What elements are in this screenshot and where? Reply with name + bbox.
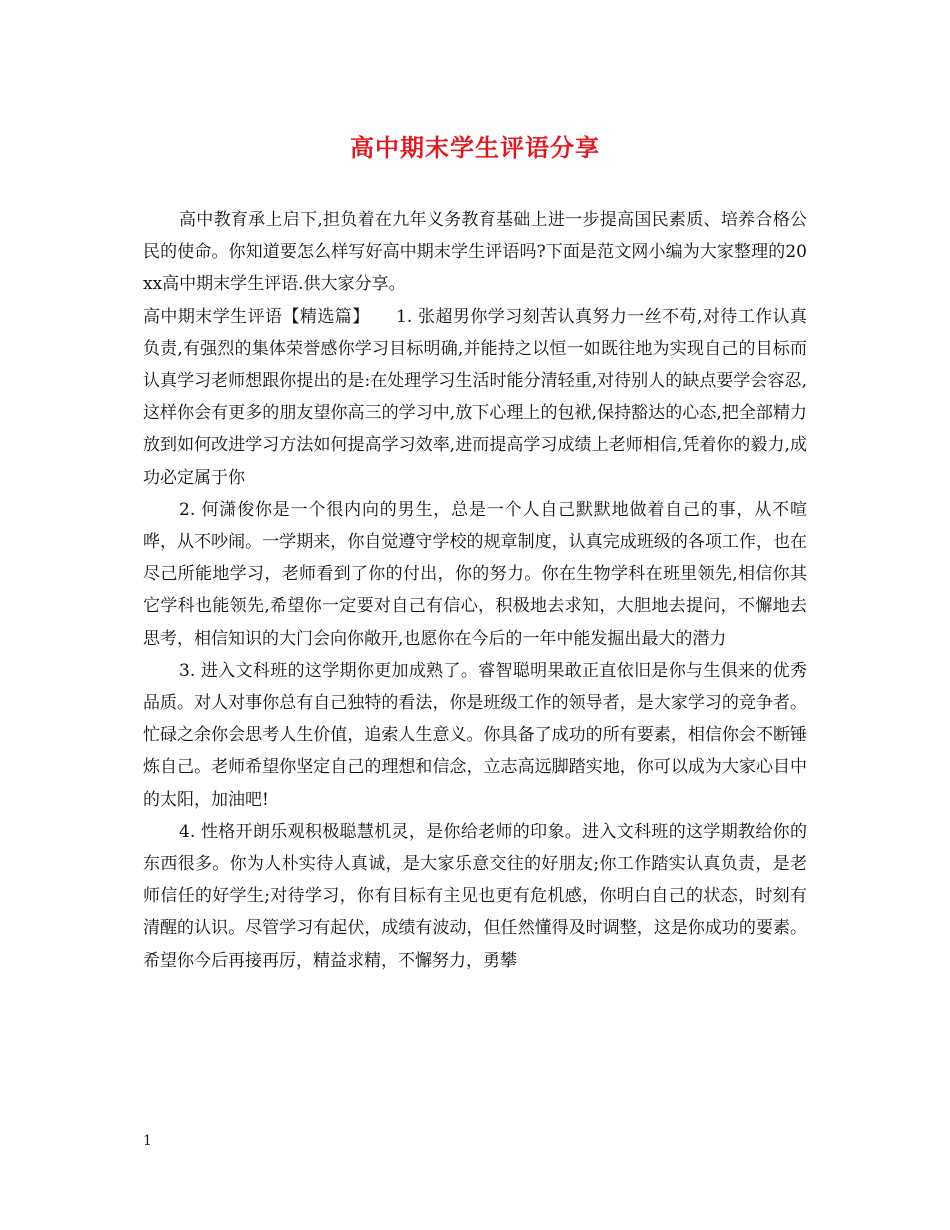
comment-item-3: 3. 进入文科班的这学期你更加成熟了。睿智聪明果敢正直依旧是你与生俱来的优秀品质。对人对事你总有自己独特的看法，你是班级工作的领导者，是大家学习的竞争者。忙碌之余你会思考人生价值，追索人生意义。你具备了成功的所有要素，相信你会不断锤炼自己。老师希望你坚定自己的理想和信念，立志高远脚踏实地，你可以成为大家心目中的太阳，加油吧! (143, 660, 807, 810)
intro-paragraph: 高中教育承上启下,担负着在九年义务教育基础上进一步提高国民素质、培养合格公民的使命。你知道要怎么样写好高中期末学生评语吗?下面是范文网小编为大家整理的20xx高中期末学生评语.供大家分享。 (143, 210, 807, 295)
page-number: 1 (143, 1133, 152, 1149)
comment-item-2: 2. 何潇俊你是一个很内向的男生，总是一个人自己默默地做着自己的事，从不喧哗，从不吵闹。一学期来，你自觉遵守学校的规章制度，认真完成班级的各项工作，也在尽己所能地学习，老师看到了你的付出，你的努力。你在生物学科在班里领先,相信你其它学科也能领先,希望你一定要对自己有信心，积极地去求知，大胆地去提问，不懈地去思考，相信知识的大门会向你敞开,也愿你在今后的一年中能发掘出最大的潜力 (143, 499, 807, 649)
document-title: 高中期末学生评语分享 (350, 133, 600, 162)
section-heading-item-1: 高中期末学生评语【精选篇】 1. 张超男你学习刻苦认真努力一丝不苟,对待工作认真负责,有强烈的集体荣誉感你学习目标明确,并能持之以恒一如既往地为实现自己的目标而认真学习老师想跟你提出的是:在处理学习生活时能分清轻重,对待别人的缺点要学会容忍,这样你会有更多的朋友望你高三的学习中,放下心理上的包袱,保持豁达的心态,把全部精力放到如何改进学习方法如何提高学习效率,进而提高学习成绩上老师相信,凭着你的毅力,成功必定属于你 (143, 306, 807, 488)
comment-item-4: 4. 性格开朗乐观积极聪慧机灵，是你给老师的印象。进入文科班的这学期教给你的东西很多。你为人朴实待人真诚，是大家乐意交往的好朋友;你工作踏实认真负责，是老师信任的好学生;对待学习，你有目标有主见也更有危机感，你明白自己的状态，时刻有清醒的认识。尽管学习有起伏，成绩有波动，但任然懂得及时调整，这是你成功的要素。希望你今后再接再厉，精益求精，不懈努力，勇攀 (143, 821, 807, 971)
document-body (143, 204, 807, 977)
